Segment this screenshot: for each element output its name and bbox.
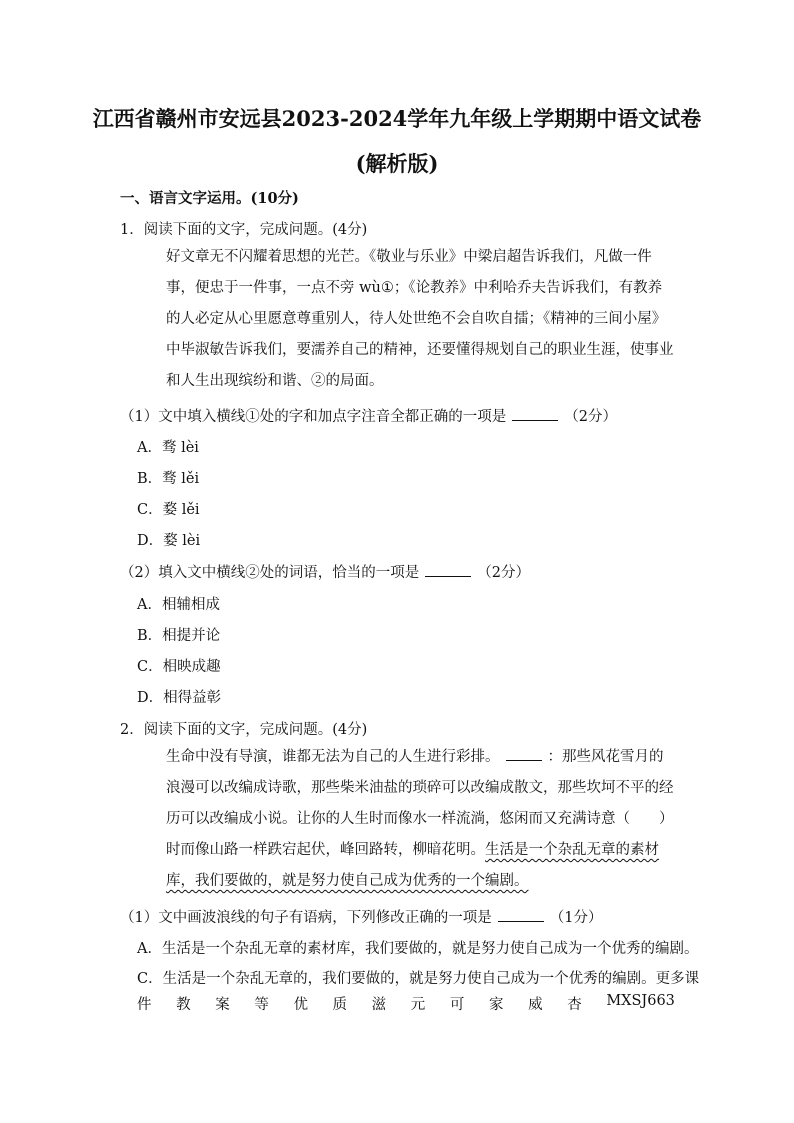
question-2-passage xyxy=(137,742,675,897)
sub-question-points: （2分） xyxy=(564,409,617,425)
option-d: D．婺 lèi xyxy=(137,533,201,549)
question-2-stem: 2．阅读下面的文字，完成问题。(4分) xyxy=(120,722,368,738)
document-title: 江西省赣州市安远县2023-2024学年九年级上学期期中语文试卷 xyxy=(92,106,702,131)
answer-blank xyxy=(498,909,544,922)
sub-question-points: （1分） xyxy=(549,910,603,926)
answer-blank xyxy=(506,748,542,761)
question-2-sub-1 xyxy=(120,906,602,927)
section-heading: 一、语言文字运用。(10分) xyxy=(120,190,299,207)
option-d: D．相得益彰 xyxy=(137,690,222,706)
answer-blank xyxy=(512,408,558,421)
watermark-footer: 件 教 案 等 优 质 滋 元 可 家 威 杏 MXSJ663 xyxy=(137,993,675,1013)
passage-text: 好文章无不闪耀着思想的光芒。《敬业与乐业》中梁启超告诉我们，凡做一件事，便忠于一件事，一点不旁 wù①；《论教养》中利哈乔夫告诉我们，有教养的人必定从心里愿意尊重别人，待人处世绝不会自吹自擂；《精神的三间小屋》中毕淑敏告诉我们，要濡养自己的精神，还要懂得规划自己的职业生涯，使事业和人生出现缤纷和谐、②的局面。 xyxy=(166,249,674,389)
option-c: C．相映成趣 xyxy=(137,659,221,675)
passage-text: 生命中没有导演，谁都无法为自己的人生进行彩排。 xyxy=(166,749,500,765)
option-c: C．生活是一个杂乱无章的，我们要做的，就是努力使自己成为一个优秀的编剧。更多课 xyxy=(137,971,700,987)
footer-code: MXSJ663 xyxy=(606,993,675,1009)
passage-text: ：那些风花雪月的浪漫可以改编成诗歌，那些柴米油盐的琐碎可以改编成散文，那些坎坷不平的经历可以改编成小说。让你的人生时而像水一样流淌，悠闲而又充满诗意（ ）时而像山路一样跌宕起伏，峰回路转，柳暗花明。 xyxy=(166,749,674,858)
document-subtitle: (解析版) xyxy=(355,151,439,176)
sub-question-points: （2分） xyxy=(477,565,530,581)
answer-blank xyxy=(425,564,471,577)
option-b: B．相提并论 xyxy=(137,628,221,644)
question-1-sub-2 xyxy=(120,561,530,582)
question-1-stem: 1．阅读下面的文字，完成问题。(4分) xyxy=(120,222,368,238)
option-b: B．骛 lěi xyxy=(137,471,200,487)
question-1-passage xyxy=(137,242,675,397)
option-a: A．骛 lèi xyxy=(137,440,199,456)
sub-question-text: （1）文中填入横线①处的字和加点字注音全都正确的一项是 xyxy=(120,409,507,425)
wavy-underlined-sentence: 生活是一个杂乱无章的素材库，我们要做的，就是努力使自己成为优秀的一个编剧。 xyxy=(166,842,659,889)
option-a: A．生活是一个杂乱无章的素材库，我们要做的，就是努力使自己成为一个优秀的编剧。 xyxy=(137,941,699,957)
question-1-sub-1 xyxy=(120,405,617,426)
option-c: C．婺 lěi xyxy=(137,502,200,518)
sub-question-text: （2）填入文中横线②处的词语，恰当的一项是 xyxy=(120,565,420,581)
sub-question-text: （1）文中画波浪线的句子有语病，下列修改正确的一项是 xyxy=(120,910,492,926)
option-a: A．相辅相成 xyxy=(137,597,220,613)
